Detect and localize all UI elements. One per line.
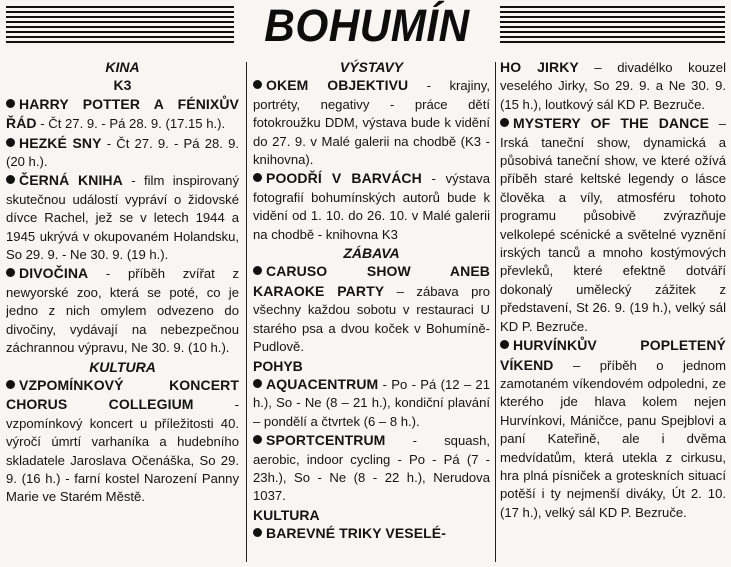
event-entry — [6, 95, 239, 134]
event-description: - squash, aerobic, indoor cycling - Po - Pá (7 - 23h.), So - Ne (8 - 22 h.), Nerudova 1037. — [253, 433, 490, 504]
event-title: AQUACENTRUM — [266, 375, 379, 392]
bullet-icon — [500, 340, 509, 349]
bullet-icon — [253, 528, 262, 537]
event-description: - Čt 27. 9. - Pá 28. 9. (20 h.). — [6, 135, 239, 170]
event-entry — [253, 262, 490, 356]
bullet-icon — [253, 379, 262, 388]
event-entry — [6, 134, 239, 172]
event-title: HARRY POTTER A FÉNIXŮV ŘÁD — [6, 95, 239, 132]
category-heading: KULTURA — [253, 506, 320, 523]
event-description: – Irská taneční show, dynamická a působivá taneční show, ve které ožívá příběh staré keltské legendy o lásce člověka a víly, atmosféru tohoto programu působivě zvýrazňuje velkolepé scénické a světelné vyznění irských tanců a mnoho kostýmových převleků, které efektně dotváří dokonalý umělecký zážitek z představení, St 26. 9. (19 h.), velký sál KD P. Bezruče. — [500, 116, 726, 334]
event-description: - výstava fotografií bohumínských autorů bude k vidění od 1. 10. do 26. 10. v Malé galerii na chodbě - knihovna K3 — [253, 171, 490, 242]
column-2 — [253, 58, 490, 564]
masthead — [0, 0, 731, 56]
event-title: SPORTCENTRUM — [266, 432, 386, 449]
event-entry — [500, 114, 726, 336]
event-entry — [253, 169, 490, 244]
event-entry — [6, 171, 239, 264]
event-entry — [500, 336, 726, 522]
section-heading: KINA — [105, 59, 140, 75]
page-title: BOHUMÍN — [264, 0, 470, 51]
bullet-icon — [253, 80, 262, 89]
event-title: ČERNÁ KNIHA — [19, 172, 123, 189]
bullet-icon — [6, 138, 15, 147]
venue-heading: K3 — [113, 77, 132, 94]
event-title: VZPOMÍNKOVÝ KONCERT CHORUS COLLEGIUM — [6, 376, 239, 413]
masthead-stripes-right — [500, 6, 725, 46]
event-entry — [253, 431, 490, 506]
bullet-icon — [6, 175, 15, 184]
event-title: OKEM OBJEKTIVU — [266, 77, 409, 94]
event-entry — [253, 76, 490, 169]
event-entry — [6, 264, 239, 357]
category-heading: POHYB — [253, 357, 303, 374]
masthead-stripes-left — [6, 6, 234, 46]
bullet-icon — [6, 380, 15, 389]
event-entry — [253, 524, 490, 543]
column-3 — [500, 58, 726, 564]
event-title: BAREVNÉ TRIKY VESELÉ- — [266, 525, 446, 542]
event-description: - film inspirovaný skutečnou událostí vypráví o židovské dívce Rachel, jež se v letech 1944 a 1945 ukrývá v okupovaném Holandsku, So 29. 9. - Ne 30. 9. (19 h.). — [6, 173, 239, 263]
event-entry — [253, 375, 490, 431]
event-title: CARUSO SHOW ANEB KARAOKE PARTY — [253, 263, 490, 299]
column-divider — [495, 62, 496, 562]
column-divider — [246, 62, 247, 562]
event-description: - Čt 27. 9. - Pá 28. 9. (17.15 h.). — [36, 116, 226, 132]
section-heading: ZÁBAVA — [343, 245, 400, 262]
bullet-icon — [253, 173, 262, 182]
event-title: MYSTERY OF THE DANCE — [513, 115, 710, 132]
column-1 — [6, 58, 239, 564]
event-title: HO JIRKY — [500, 59, 579, 75]
bullet-icon — [6, 99, 15, 108]
event-description: - krajiny, portréty, negativy - práce dětí fotokroužku DDM, výstava bude k vidění do 27. 9. v Malé galerii na chodbě (K3 - knihovna). — [253, 78, 490, 168]
bullet-icon — [6, 268, 15, 277]
event-description: - Po - Pá (12 – 21 h.), So - Ne (8 – 21 h.), kondiční plavání – pondělí a čtvrtek (6 – 8 h.). — [253, 376, 490, 429]
event-description: – divadélko kouzel veselého Jirky, So 29. 9. a Ne 30. 9. (15 h.), loutkový sál KD P. Bezruče. — [500, 60, 726, 112]
event-title: HURVÍNKŮV POPLETENÝ VÍKEND — [500, 337, 726, 373]
event-entry-continued — [500, 58, 726, 114]
event-entry — [6, 376, 239, 507]
event-title: HEZKÉ SNY — [19, 134, 102, 151]
event-description: – příběh o jednom zamotaném víkendovém odpoledni, ze kterého jde hlava kolem nejen Hurvínkovi, Máničce, panu Spejblovi a paní Kateřině, ale i dvěma medvídatům, která utekla z cirkusu, hra plná písniček a groteskních situací potěší i ty nejmenší diváky, Út 2. 10. (17 h.), velký sál KD P. Bezruče. — [500, 357, 726, 520]
event-description: - vzpomínkový koncert u příležitosti 40. výročí úmrtí varhaníka a hudebního skladatele Jaroslava Očenáška, So 29. 9. (16 h.) - farní kostel Narození Panny Marie ve Starém Městě. — [6, 397, 239, 505]
section-heading: VÝSTAVY — [339, 59, 404, 75]
bullet-icon — [500, 118, 509, 127]
event-title: DIVOČINA — [19, 265, 89, 282]
event-description: – zábava pro všechny každou sobotu v restauraci U starého psa a dvou koček v Bohumíně-Pudlově. — [253, 283, 490, 355]
event-description: - příběh zvířat z newyorské zoo, která se poté, co je jedno z nich omylem odvezeno do divočiny, vydávají na nebezpečnou záchrannou výpravu, Ne 30. 9. (10 h.). — [6, 266, 239, 356]
bullet-icon — [253, 435, 262, 444]
section-heading: KULTURA — [89, 358, 156, 375]
bullet-icon — [253, 266, 262, 275]
event-title: POODŘÍ V BARVÁCH — [266, 170, 422, 187]
